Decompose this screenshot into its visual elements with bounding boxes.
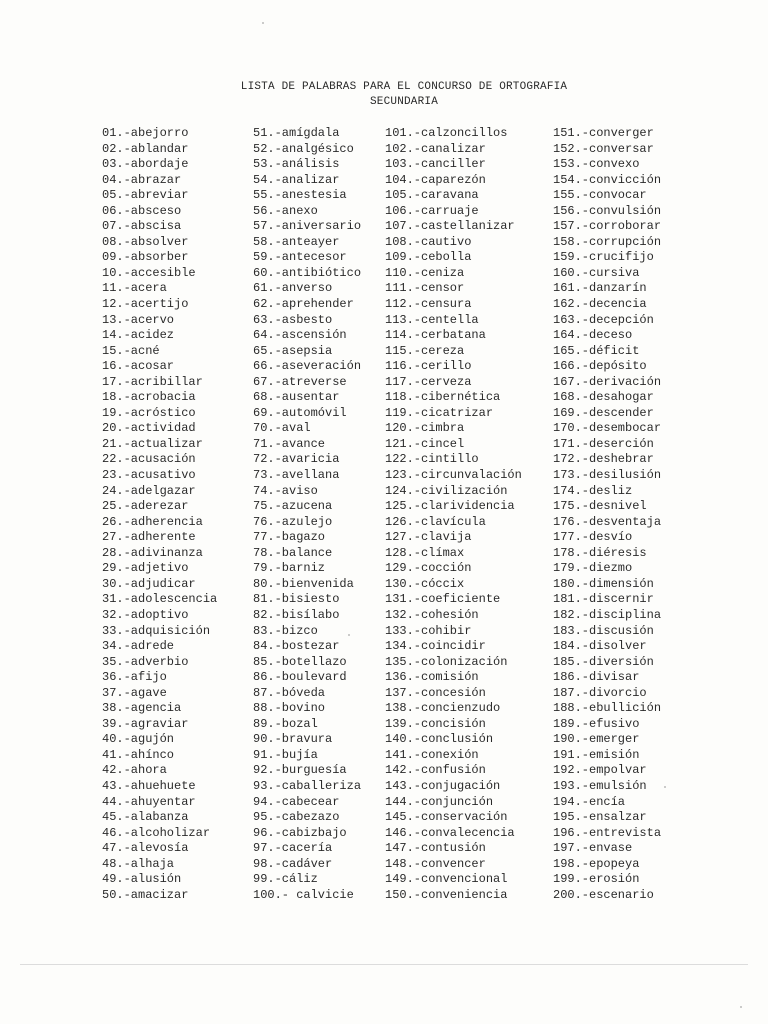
word-entry: 151.-converger	[553, 126, 654, 140]
word-entry: 180.-dimensión	[553, 576, 654, 591]
word-entry: 23.-acusativo	[102, 468, 196, 483]
word-entry: 47.-alevosía	[102, 841, 189, 856]
word-entry: 32.-adoptivo	[102, 607, 189, 622]
word-entry: 120.-cimbra	[385, 421, 465, 436]
word-entry: 142.-confusión	[385, 763, 486, 778]
word-entry: 87.-bóveda	[253, 685, 326, 700]
word-entry: 164.-deceso	[553, 328, 633, 343]
word-entry: 101.-calzoncillos	[385, 126, 508, 140]
word-entry: 160.-cursiva	[553, 265, 640, 280]
word-entry: 196.-entrevista	[553, 825, 662, 840]
word-entry: 94.-cabecear	[253, 794, 340, 809]
word-entry: 125.-clarividencia	[385, 499, 515, 514]
word-entry: 42.-ahora	[102, 763, 167, 778]
word-entry: 07.-abscisa	[102, 219, 182, 234]
word-entry: 135.-colonización	[385, 654, 508, 669]
title-line-1: LISTA DE PALABRAS PARA EL CONCURSO DE ORTOGRAFIA	[240, 81, 568, 93]
word-entry: 129.-cocción	[385, 561, 472, 576]
word-entry: 176.-desventaja	[553, 514, 662, 529]
word-entry: 21.-actualizar	[102, 436, 203, 451]
word-entry: 103.-canciller	[385, 157, 486, 172]
word-entry: 74.-aviso	[253, 483, 318, 498]
word-entry: 144.-conjunción	[385, 794, 494, 809]
word-entry: 162.-decencia	[553, 297, 647, 312]
word-entry: 178.-diéresis	[553, 545, 647, 560]
word-entry: 92.-burguesía	[253, 763, 347, 778]
word-entry: 48.-alhaja	[102, 856, 175, 871]
word-entry: 71.-avance	[253, 436, 326, 451]
word-entry: 37.-agave	[102, 685, 167, 700]
word-entry: 170.-desembocar	[553, 421, 662, 436]
word-entry: 139.-concisión	[385, 716, 486, 731]
word-entry: 121.-cincel	[385, 436, 465, 451]
word-entry: 29.-adjetivo	[102, 561, 189, 576]
word-entry: 193.-emulsión	[553, 778, 647, 793]
word-entry: 168.-desahogar	[553, 390, 654, 405]
word-entry: 187.-divorcio	[553, 685, 647, 700]
title-line-2: SECUNDARIA	[369, 96, 438, 108]
word-entry: 73.-avellana	[253, 468, 340, 483]
word-entry: 147.-contusión	[385, 841, 486, 856]
word-entry: 152.-conversar	[553, 141, 654, 156]
word-entry: 179.-diezmo	[553, 561, 633, 576]
word-entry: 189.-efusivo	[553, 716, 640, 731]
word-entry: 195.-ensalzar	[553, 810, 647, 825]
word-entry: 43.-ahuehuete	[102, 778, 196, 793]
word-entry: 09.-absorber	[102, 250, 189, 265]
word-entry: 45.-alabanza	[102, 810, 189, 825]
scan-speck	[664, 786, 666, 788]
word-entry: 105.-caravana	[385, 188, 479, 203]
word-entry: 148.-convencer	[385, 856, 486, 871]
word-entry: 13.-acervo	[102, 312, 175, 327]
word-entry: 171.-deserción	[553, 436, 654, 451]
word-entry: 58.-anteayer	[253, 234, 340, 249]
word-entry: 89.-bozal	[253, 716, 318, 731]
word-entry: 11.-acera	[102, 281, 167, 296]
word-entry: 17.-acribillar	[102, 374, 203, 389]
word-entry: 57.-aniversario	[253, 219, 362, 234]
word-entry: 64.-ascensión	[253, 328, 347, 343]
word-entry: 163.-decepción	[553, 312, 654, 327]
word-entry: 128.-clímax	[385, 545, 465, 560]
word-entry: 143.-conjugación	[385, 778, 501, 793]
word-entry: 199.-erosión	[553, 872, 640, 887]
word-entry: 50.-amacizar	[102, 887, 189, 902]
word-entry: 46.-alcoholizar	[102, 825, 211, 840]
word-entry: 97.-cacería	[253, 841, 333, 856]
word-entry: 62.-aprehender	[253, 297, 354, 312]
word-entry: 18.-acrobacia	[102, 390, 196, 405]
word-entry: 186.-divisar	[553, 670, 640, 685]
word-entry: 84.-bostezar	[253, 639, 340, 654]
word-entry: 114.-cerbatana	[385, 328, 486, 343]
word-entry: 33.-adquisición	[102, 623, 211, 638]
word-entry: 34.-adrede	[102, 639, 175, 654]
word-entry: 76.-azulejo	[253, 514, 333, 529]
word-entry: 157.-corroborar	[553, 219, 662, 234]
word-entry: 85.-botellazo	[253, 654, 347, 669]
word-entry: 108.-cautivo	[385, 234, 472, 249]
word-entry: 02.-ablandar	[102, 141, 189, 156]
word-entry: 172.-deshebrar	[553, 452, 654, 467]
word-entry: 31.-adolescencia	[102, 592, 218, 607]
word-entry: 175.-desnivel	[553, 499, 647, 514]
word-entry: 115.-cereza	[385, 343, 465, 358]
word-column-1	[102, 126, 277, 903]
document-title	[0, 80, 768, 110]
word-entry: 183.-discusión	[553, 623, 654, 638]
word-entry: 177.-desvío	[553, 530, 633, 545]
word-entry: 03.-abordaje	[102, 157, 189, 172]
word-entry: 165.-déficit	[553, 343, 640, 358]
word-entry: 99.-cáliz	[253, 872, 318, 887]
word-entry: 118.-cibernética	[385, 390, 501, 405]
word-entry: 05.-abreviar	[102, 188, 189, 203]
word-entry: 06.-absceso	[102, 203, 182, 218]
word-entry: 181.-discernir	[553, 592, 654, 607]
word-entry: 111.-censor	[385, 281, 465, 296]
word-entry: 25.-aderezar	[102, 499, 189, 514]
word-entry: 66.-aseveración	[253, 359, 362, 374]
word-entry: 126.-clavícula	[385, 514, 486, 529]
word-entry: 155.-convocar	[553, 188, 647, 203]
word-entry: 39.-agraviar	[102, 716, 189, 731]
word-entry: 70.-aval	[253, 421, 311, 436]
word-entry: 185.-diversión	[553, 654, 654, 669]
word-entry: 182.-disciplina	[553, 607, 662, 622]
word-entry: 131.-coeficiente	[385, 592, 501, 607]
word-entry: 41.-ahínco	[102, 747, 175, 762]
word-entry: 198.-epopeya	[553, 856, 640, 871]
word-entry: 22.-acusación	[102, 452, 196, 467]
word-entry: 60.-antibiótico	[253, 265, 362, 280]
word-entry: 150.-conveniencia	[385, 887, 508, 902]
word-entry: 146.-convalecencia	[385, 825, 515, 840]
word-entry: 65.-asepsia	[253, 343, 333, 358]
word-entry: 88.-bovino	[253, 701, 326, 716]
word-entry: 102.-canalizar	[385, 141, 486, 156]
word-entry: 141.-conexión	[385, 747, 479, 762]
word-entry: 194.-encía	[553, 794, 626, 809]
word-column-3	[385, 126, 560, 903]
word-entry: 104.-caparezón	[385, 172, 486, 187]
scan-speck	[740, 1006, 742, 1008]
word-entry: 54.-analizar	[253, 172, 340, 187]
word-entry: 169.-descender	[553, 405, 654, 420]
word-entry: 96.-cabizbajo	[253, 825, 347, 840]
word-entry: 83.-bizco	[253, 623, 318, 638]
word-entry: 79.-barniz	[253, 561, 326, 576]
word-entry: 67.-atreverse	[253, 374, 347, 389]
word-entry: 36.-afijo	[102, 670, 167, 685]
word-entry: 109.-cebolla	[385, 250, 472, 265]
word-entry: 161.-danzarín	[553, 281, 647, 296]
word-entry: 174.-desliz	[553, 483, 633, 498]
word-entry: 72.-avaricia	[253, 452, 340, 467]
word-entry: 166.-depósito	[553, 359, 647, 374]
word-entry: 40.-agujón	[102, 732, 175, 747]
word-entry: 137.-concesión	[385, 685, 486, 700]
word-entry: 110.-ceniza	[385, 265, 465, 280]
word-entry: 52.-analgésico	[253, 141, 354, 156]
word-entry: 19.-acróstico	[102, 405, 196, 420]
word-entry: 69.-automóvil	[253, 405, 347, 420]
word-entry: 20.-actividad	[102, 421, 196, 436]
word-entry: 77.-bagazo	[253, 530, 326, 545]
word-entry: 53.-análisis	[253, 157, 340, 172]
word-entry: 124.-civilización	[385, 483, 508, 498]
word-entry: 75.-azucena	[253, 499, 333, 514]
word-entry: 90.-bravura	[253, 732, 333, 747]
word-entry: 156.-convulsión	[553, 203, 662, 218]
word-entry: 95.-cabezazo	[253, 810, 340, 825]
word-entry: 91.-bujía	[253, 747, 318, 762]
word-entry: 81.-bisiesto	[253, 592, 340, 607]
word-column-4	[553, 126, 728, 903]
word-entry: 01.-abejorro	[102, 126, 189, 140]
word-entry: 159.-crucifijo	[553, 250, 654, 265]
word-entry: 78.-balance	[253, 545, 333, 560]
word-entry: 49.-alusión	[102, 872, 182, 887]
word-entry: 82.-bisílabo	[253, 607, 340, 622]
word-entry: 117.-cerveza	[385, 374, 472, 389]
word-entry: 145.-conservación	[385, 810, 508, 825]
word-entry: 68.-ausentar	[253, 390, 340, 405]
word-entry: 112.-censura	[385, 297, 472, 312]
word-entry: 197.-envase	[553, 841, 633, 856]
word-entry: 188.-ebullición	[553, 701, 662, 716]
word-entry: 27.-adherente	[102, 530, 196, 545]
word-entry: 35.-adverbio	[102, 654, 189, 669]
word-entry: 16.-acosar	[102, 359, 175, 374]
word-entry: 86.-boulevard	[253, 670, 347, 685]
word-entry: 200.-escenario	[553, 887, 654, 902]
word-entry: 38.-agencia	[102, 701, 182, 716]
word-entry: 63.-asbesto	[253, 312, 333, 327]
word-entry: 153.-convexo	[553, 157, 640, 172]
word-entry: 30.-adjudicar	[102, 576, 196, 591]
word-entry: 167.-derivación	[553, 374, 662, 389]
word-entry: 134.-coincidir	[385, 639, 486, 654]
word-entry: 59.-antecesor	[253, 250, 347, 265]
word-entry: 184.-disolver	[553, 639, 647, 654]
word-entry: 26.-adherencia	[102, 514, 203, 529]
scan-speck	[348, 634, 350, 636]
word-entry: 173.-desilusión	[553, 468, 662, 483]
word-entry: 14.-acidez	[102, 328, 175, 343]
page-bottom-divider	[20, 964, 748, 965]
scan-speck	[262, 22, 264, 24]
word-entry: 149.-convencional	[385, 872, 508, 887]
word-entry: 55.-anestesia	[253, 188, 347, 203]
word-entry: 116.-cerillo	[385, 359, 472, 374]
word-entry: 136.-comisión	[385, 670, 479, 685]
word-entry: 127.-clavija	[385, 530, 472, 545]
word-entry: 04.-abrazar	[102, 172, 182, 187]
word-entry: 133.-cohibir	[385, 623, 472, 638]
word-entry: 93.-caballeriza	[253, 778, 362, 793]
word-entry: 100.- calvicie	[253, 887, 354, 902]
word-entry: 106.-carruaje	[385, 203, 479, 218]
word-entry: 80.-bienvenida	[253, 576, 354, 591]
word-entry: 154.-convicción	[553, 172, 662, 187]
word-entry: 123.-circunvalación	[385, 468, 522, 483]
word-entry: 190.-emerger	[553, 732, 640, 747]
word-entry: 113.-centella	[385, 312, 479, 327]
word-entry: 140.-conclusión	[385, 732, 494, 747]
word-entry: 122.-cintillo	[385, 452, 479, 467]
word-entry: 10.-accesible	[102, 265, 196, 280]
word-entry: 15.-acné	[102, 343, 160, 358]
word-entry: 44.-ahuyentar	[102, 794, 196, 809]
word-entry: 51.-amígdala	[253, 126, 340, 140]
word-entry: 192.-empolvar	[553, 763, 647, 778]
word-entry: 132.-cohesión	[385, 607, 479, 622]
word-entry: 61.-anverso	[253, 281, 333, 296]
word-entry: 24.-adelgazar	[102, 483, 196, 498]
word-entry: 119.-cicatrizar	[385, 405, 494, 420]
word-entry: 56.-anexo	[253, 203, 318, 218]
word-entry: 12.-acertijo	[102, 297, 189, 312]
word-entry: 191.-emisión	[553, 747, 640, 762]
word-entry: 158.-corrupción	[553, 234, 662, 249]
word-entry: 08.-absolver	[102, 234, 189, 249]
word-entry: 107.-castellanizar	[385, 219, 515, 234]
word-entry: 138.-concienzudo	[385, 701, 501, 716]
word-entry: 28.-adivinanza	[102, 545, 203, 560]
word-entry: 130.-cóccix	[385, 576, 465, 591]
word-entry: 98.-cadáver	[253, 856, 333, 871]
